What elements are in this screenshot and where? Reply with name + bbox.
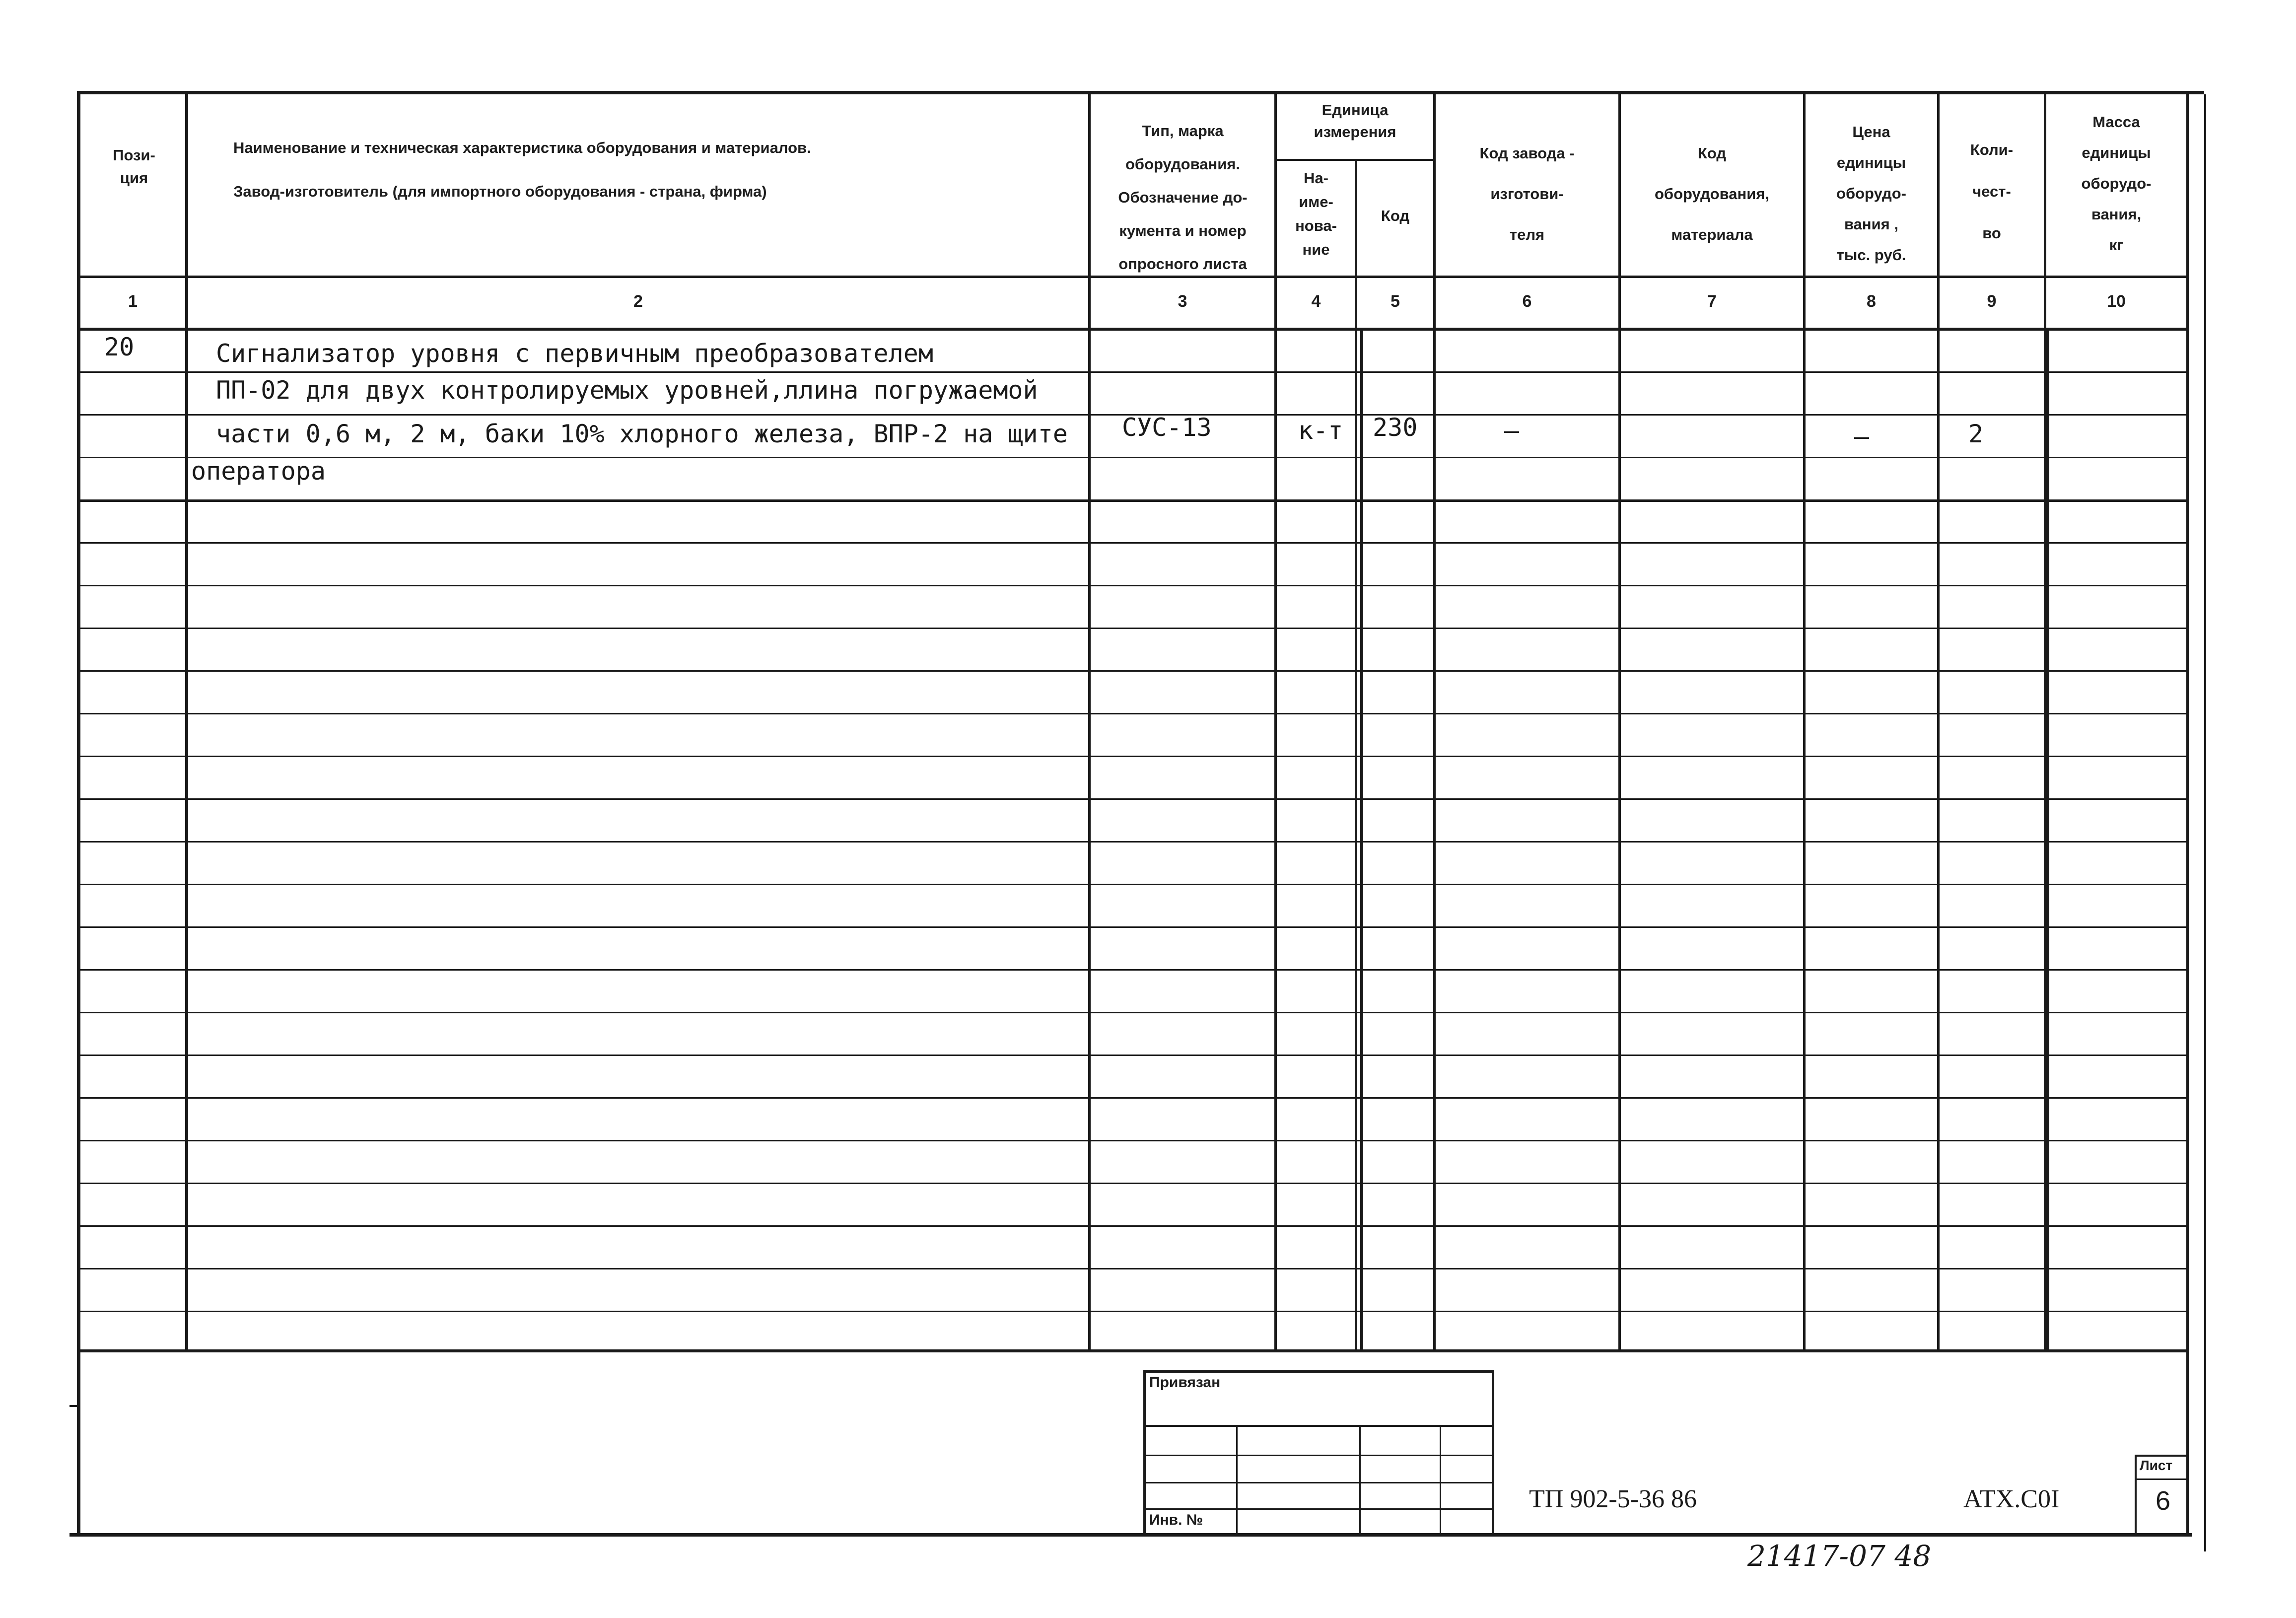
header-unit-line2: измерения bbox=[1314, 123, 1396, 141]
header-col8-line4: вания , bbox=[1844, 215, 1898, 233]
row-name-line3: части 0,6 м, 2 м, баки 10% хлорного железа, ВПР-2 на щите bbox=[216, 420, 1068, 448]
unit-subheader-line bbox=[1274, 159, 1433, 161]
header-col8-line1: Цена bbox=[1852, 123, 1890, 141]
colnum-4: 4 bbox=[1311, 292, 1321, 311]
header-col10-line1: Масса bbox=[2092, 113, 2140, 131]
frame-top-line bbox=[77, 91, 2204, 94]
row-rule bbox=[77, 499, 2189, 502]
header-col4 bbox=[1277, 166, 1355, 262]
header-col5: Код bbox=[1381, 207, 1410, 224]
titleblock-hline-1 bbox=[1145, 1425, 1494, 1427]
header-col7-line1: Код bbox=[1697, 144, 1727, 162]
header-col3-line1: Тип, марка bbox=[1142, 122, 1224, 140]
header-unit bbox=[1277, 99, 1433, 143]
header-col2-line2: Завод-изготовитель (для импортного оборудования - страна, фирма) bbox=[233, 183, 767, 200]
titleblock-sheet-code: АТХ.С0I bbox=[1963, 1485, 2060, 1513]
header-col4-line4: ние bbox=[1302, 241, 1330, 258]
colnum-5: 5 bbox=[1391, 292, 1400, 311]
header-col6-line1: Код завода - bbox=[1479, 144, 1575, 162]
row-rule bbox=[77, 542, 2189, 544]
handwritten-inventory-note: 21417-07 48 bbox=[1747, 1539, 1932, 1573]
row-rule bbox=[77, 756, 2189, 757]
header-col4-line2: име- bbox=[1299, 193, 1333, 211]
frame-right-line bbox=[2186, 91, 2189, 1536]
header-col8-line2: единицы bbox=[1836, 154, 1906, 171]
colnum-10: 10 bbox=[2107, 292, 2126, 311]
header-unit-line1: Единица bbox=[1322, 101, 1389, 119]
col-line-8 bbox=[1937, 91, 1940, 1351]
row-rule bbox=[77, 1311, 2189, 1312]
titleblock-vline-2 bbox=[1359, 1425, 1361, 1534]
header-col9-line3: во bbox=[1982, 224, 2001, 242]
header-col3-line3: Обозначение до- bbox=[1118, 189, 1248, 206]
row-factory-code: – bbox=[1504, 416, 1520, 445]
titleblock-vline-3 bbox=[1440, 1425, 1441, 1534]
sheet-box-top bbox=[2135, 1455, 2187, 1457]
row-rule bbox=[77, 1225, 2189, 1227]
row-quantity: 2 bbox=[1968, 420, 1984, 448]
sheet-box-left bbox=[2135, 1455, 2137, 1535]
row-price: – bbox=[1854, 422, 1870, 451]
row-rule bbox=[77, 670, 2189, 672]
header-col10-line5: кг bbox=[2109, 236, 2124, 254]
header-col4-line3: нова- bbox=[1295, 217, 1337, 234]
colnum-3: 3 bbox=[1178, 292, 1187, 311]
row-rule bbox=[77, 926, 2189, 928]
row-name-line4: оператора bbox=[191, 457, 326, 486]
header-col10-line3: оборудо- bbox=[2081, 175, 2152, 192]
left-margin-tick bbox=[70, 1405, 77, 1407]
row-rule bbox=[77, 371, 2189, 373]
header-col10 bbox=[2046, 107, 2186, 261]
row-rule bbox=[77, 1097, 2189, 1099]
titleblock-doc-code: ТП 902-5-36 86 bbox=[1529, 1485, 1697, 1513]
titleblock-box-top bbox=[1145, 1370, 1494, 1373]
header-col1 bbox=[87, 144, 181, 190]
row-rule bbox=[77, 585, 2189, 586]
titleblock-vline-1 bbox=[1236, 1425, 1238, 1534]
sheet-box-mid bbox=[2135, 1478, 2187, 1480]
frame-right-line-outer bbox=[2204, 94, 2206, 1551]
colnum-6: 6 bbox=[1522, 292, 1532, 311]
colnum-8: 8 bbox=[1867, 292, 1876, 311]
table-body-bottom bbox=[77, 1349, 2189, 1352]
header-col9-line2: чест- bbox=[1972, 183, 2011, 200]
titleblock-hline-3 bbox=[1145, 1482, 1494, 1483]
row-rule bbox=[77, 713, 2189, 714]
row-rule bbox=[77, 841, 2189, 843]
header-col2 bbox=[233, 137, 1052, 203]
header-col3 bbox=[1092, 114, 1273, 281]
row-rule bbox=[77, 969, 2189, 971]
colnum-7: 7 bbox=[1707, 292, 1717, 311]
header-col6 bbox=[1436, 133, 1618, 255]
colnum-2: 2 bbox=[633, 292, 643, 311]
header-col8-line5: тыс. руб. bbox=[1836, 246, 1906, 264]
sheet-number: 6 bbox=[2156, 1486, 2171, 1516]
row-rule bbox=[77, 1140, 2189, 1141]
colnum-separator-line bbox=[77, 328, 2189, 331]
row-rule bbox=[77, 798, 2189, 800]
row-position: 20 bbox=[104, 333, 135, 361]
header-col10-line2: единицы bbox=[2082, 144, 2151, 161]
colnum-9: 9 bbox=[1987, 292, 1997, 311]
header-col8-line3: оборудо- bbox=[1836, 185, 1906, 202]
row-unit-name: к-т bbox=[1298, 416, 1343, 445]
titleblock-privyazan: Привязан bbox=[1149, 1374, 1221, 1391]
header-col3-line2: оборудования. bbox=[1125, 155, 1240, 173]
header-col1-line1: Пози- bbox=[113, 146, 155, 164]
row-rule bbox=[77, 1012, 2189, 1013]
titleblock-hline-4 bbox=[1145, 1508, 1494, 1510]
row-rule bbox=[77, 1268, 2189, 1269]
col-line-6 bbox=[1618, 91, 1621, 1351]
header-col6-line2: изготови- bbox=[1490, 185, 1564, 203]
row-rule bbox=[77, 628, 2189, 629]
row-type: СУС-13 bbox=[1122, 413, 1212, 442]
titleblock-hline-2 bbox=[1145, 1455, 1494, 1456]
row-name-line1: Сигнализатор уровня с первичным преобразователем bbox=[216, 339, 933, 368]
col-line-3 bbox=[1274, 91, 1277, 1351]
header-col9 bbox=[1940, 129, 2044, 254]
header-col7-line3: материала bbox=[1671, 226, 1753, 243]
frame-bottom-line bbox=[70, 1533, 2192, 1537]
col-line-2 bbox=[1088, 91, 1091, 1351]
frame-left-line bbox=[77, 91, 80, 1536]
titleblock-inv-no: Инв. № bbox=[1149, 1512, 1203, 1528]
col-line-4 bbox=[1355, 159, 1357, 1351]
colnum-1: 1 bbox=[128, 292, 138, 311]
header-col6-line3: теля bbox=[1509, 226, 1545, 243]
header-col4-line1: На- bbox=[1304, 169, 1328, 187]
header-col8 bbox=[1806, 117, 1937, 271]
row-unit-code: 230 bbox=[1373, 413, 1418, 442]
row-rule bbox=[77, 884, 2189, 885]
header-col2-line1: Наименование и техническая характеристика оборудования и материалов. bbox=[233, 139, 811, 156]
header-col7-line2: оборудования, bbox=[1654, 185, 1769, 203]
col-line-5 bbox=[1433, 91, 1436, 1351]
header-col9-line1: Коли- bbox=[1970, 141, 2014, 158]
header-col7 bbox=[1621, 133, 1803, 255]
row-rule bbox=[77, 1183, 2189, 1184]
col-line-7 bbox=[1803, 91, 1806, 1351]
header-col3-line5: опросного листа bbox=[1118, 255, 1247, 273]
row-name-line2: ПП-02 для двух контролируемых уровней,ллина погружаемой bbox=[216, 376, 1038, 405]
row-rule bbox=[77, 1055, 2189, 1056]
header-col10-line4: вания, bbox=[2091, 206, 2142, 223]
sheet-label: Лист bbox=[2140, 1458, 2173, 1473]
header-col3-line4: кумента и номер bbox=[1119, 222, 1247, 239]
col-line-1 bbox=[185, 91, 188, 1351]
row-rule bbox=[77, 457, 2189, 458]
header-col1-line2: ция bbox=[120, 169, 148, 187]
